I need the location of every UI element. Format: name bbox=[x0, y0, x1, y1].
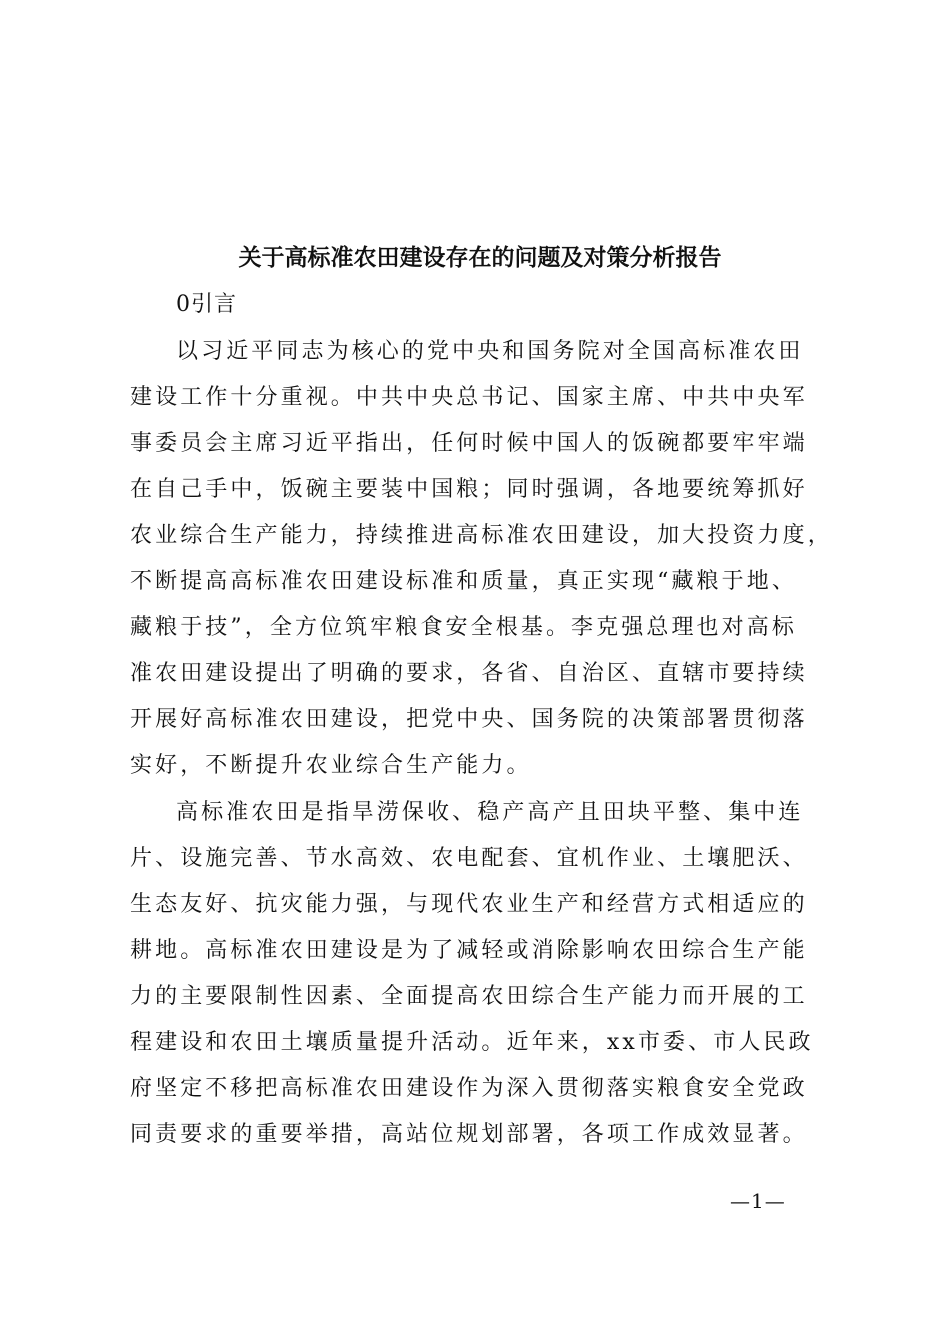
paragraph-line: 高标准农田是指旱涝保收、稳产高产且田块平整、集中连 bbox=[176, 800, 804, 825]
paragraph-line: 耕地。高标准农田建设是为了减轻或消除影响农田综合生产能 bbox=[130, 938, 808, 963]
paragraph-line: 农业综合生产能力，持续推进高标准农田建设，加大投资力度， bbox=[130, 523, 833, 548]
paragraph-1 bbox=[130, 329, 840, 789]
paragraph-line: 府坚定不移把高标准农田建设作为深入贯彻落实粮食安全党政 bbox=[130, 1076, 808, 1101]
paragraph-line: 藏粮于技”，全方位筑牢粮食安全根基。李克强总理也对高标 bbox=[130, 615, 797, 640]
paragraph-line: 生态友好、抗灾能力强，与现代农业生产和经营方式相适应的 bbox=[130, 892, 808, 917]
paragraph-line: 片、设施完善、节水高效、农电配套、宜机作业、土壤肥沃、 bbox=[130, 846, 808, 871]
page-number: —1— bbox=[730, 1189, 786, 1213]
paragraph-line: 在自己手中，饭碗主要装中国粮；同时强调，各地要统筹抓好 bbox=[130, 477, 808, 502]
paragraph-line: 建设工作十分重视。中共中央总书记、国家主席、中共中央军 bbox=[130, 385, 808, 410]
paragraph-line: 以习近平同志为核心的党中央和国务院对全国高标准农田 bbox=[176, 339, 804, 364]
paragraph-line: 事委员会主席习近平指出，任何时候中国人的饭碗都要牢牢端 bbox=[130, 431, 808, 456]
paragraph-2 bbox=[130, 790, 840, 1158]
paragraph-line: 力的主要限制性因素、全面提高农田综合生产能力而开展的工 bbox=[130, 984, 808, 1009]
document-title: 关于高标准农田建设存在的问题及对策分析报告 bbox=[238, 244, 722, 271]
paragraph-line: 不断提高高标准农田建设标准和质量，真正实现“藏粮于地、 bbox=[130, 569, 797, 594]
paragraph-line: 开展好高标准农田建设，把党中央、国务院的决策部署贯彻落 bbox=[130, 707, 808, 732]
paragraph-line: 准农田建设提出了明确的要求，各省、自治区、直辖市要持续 bbox=[130, 661, 808, 686]
paragraph-line: 实好，不断提升农业综合生产能力。 bbox=[130, 753, 532, 778]
paragraph-line: 程建设和农田土壤质量提升活动。近年来，xx市委、市人民政 bbox=[130, 1030, 814, 1055]
paragraph-line: 同责要求的重要举措，高站位规划部署，各项工作成效显著。 bbox=[130, 1122, 808, 1147]
section-heading: 0引言 bbox=[176, 292, 237, 317]
